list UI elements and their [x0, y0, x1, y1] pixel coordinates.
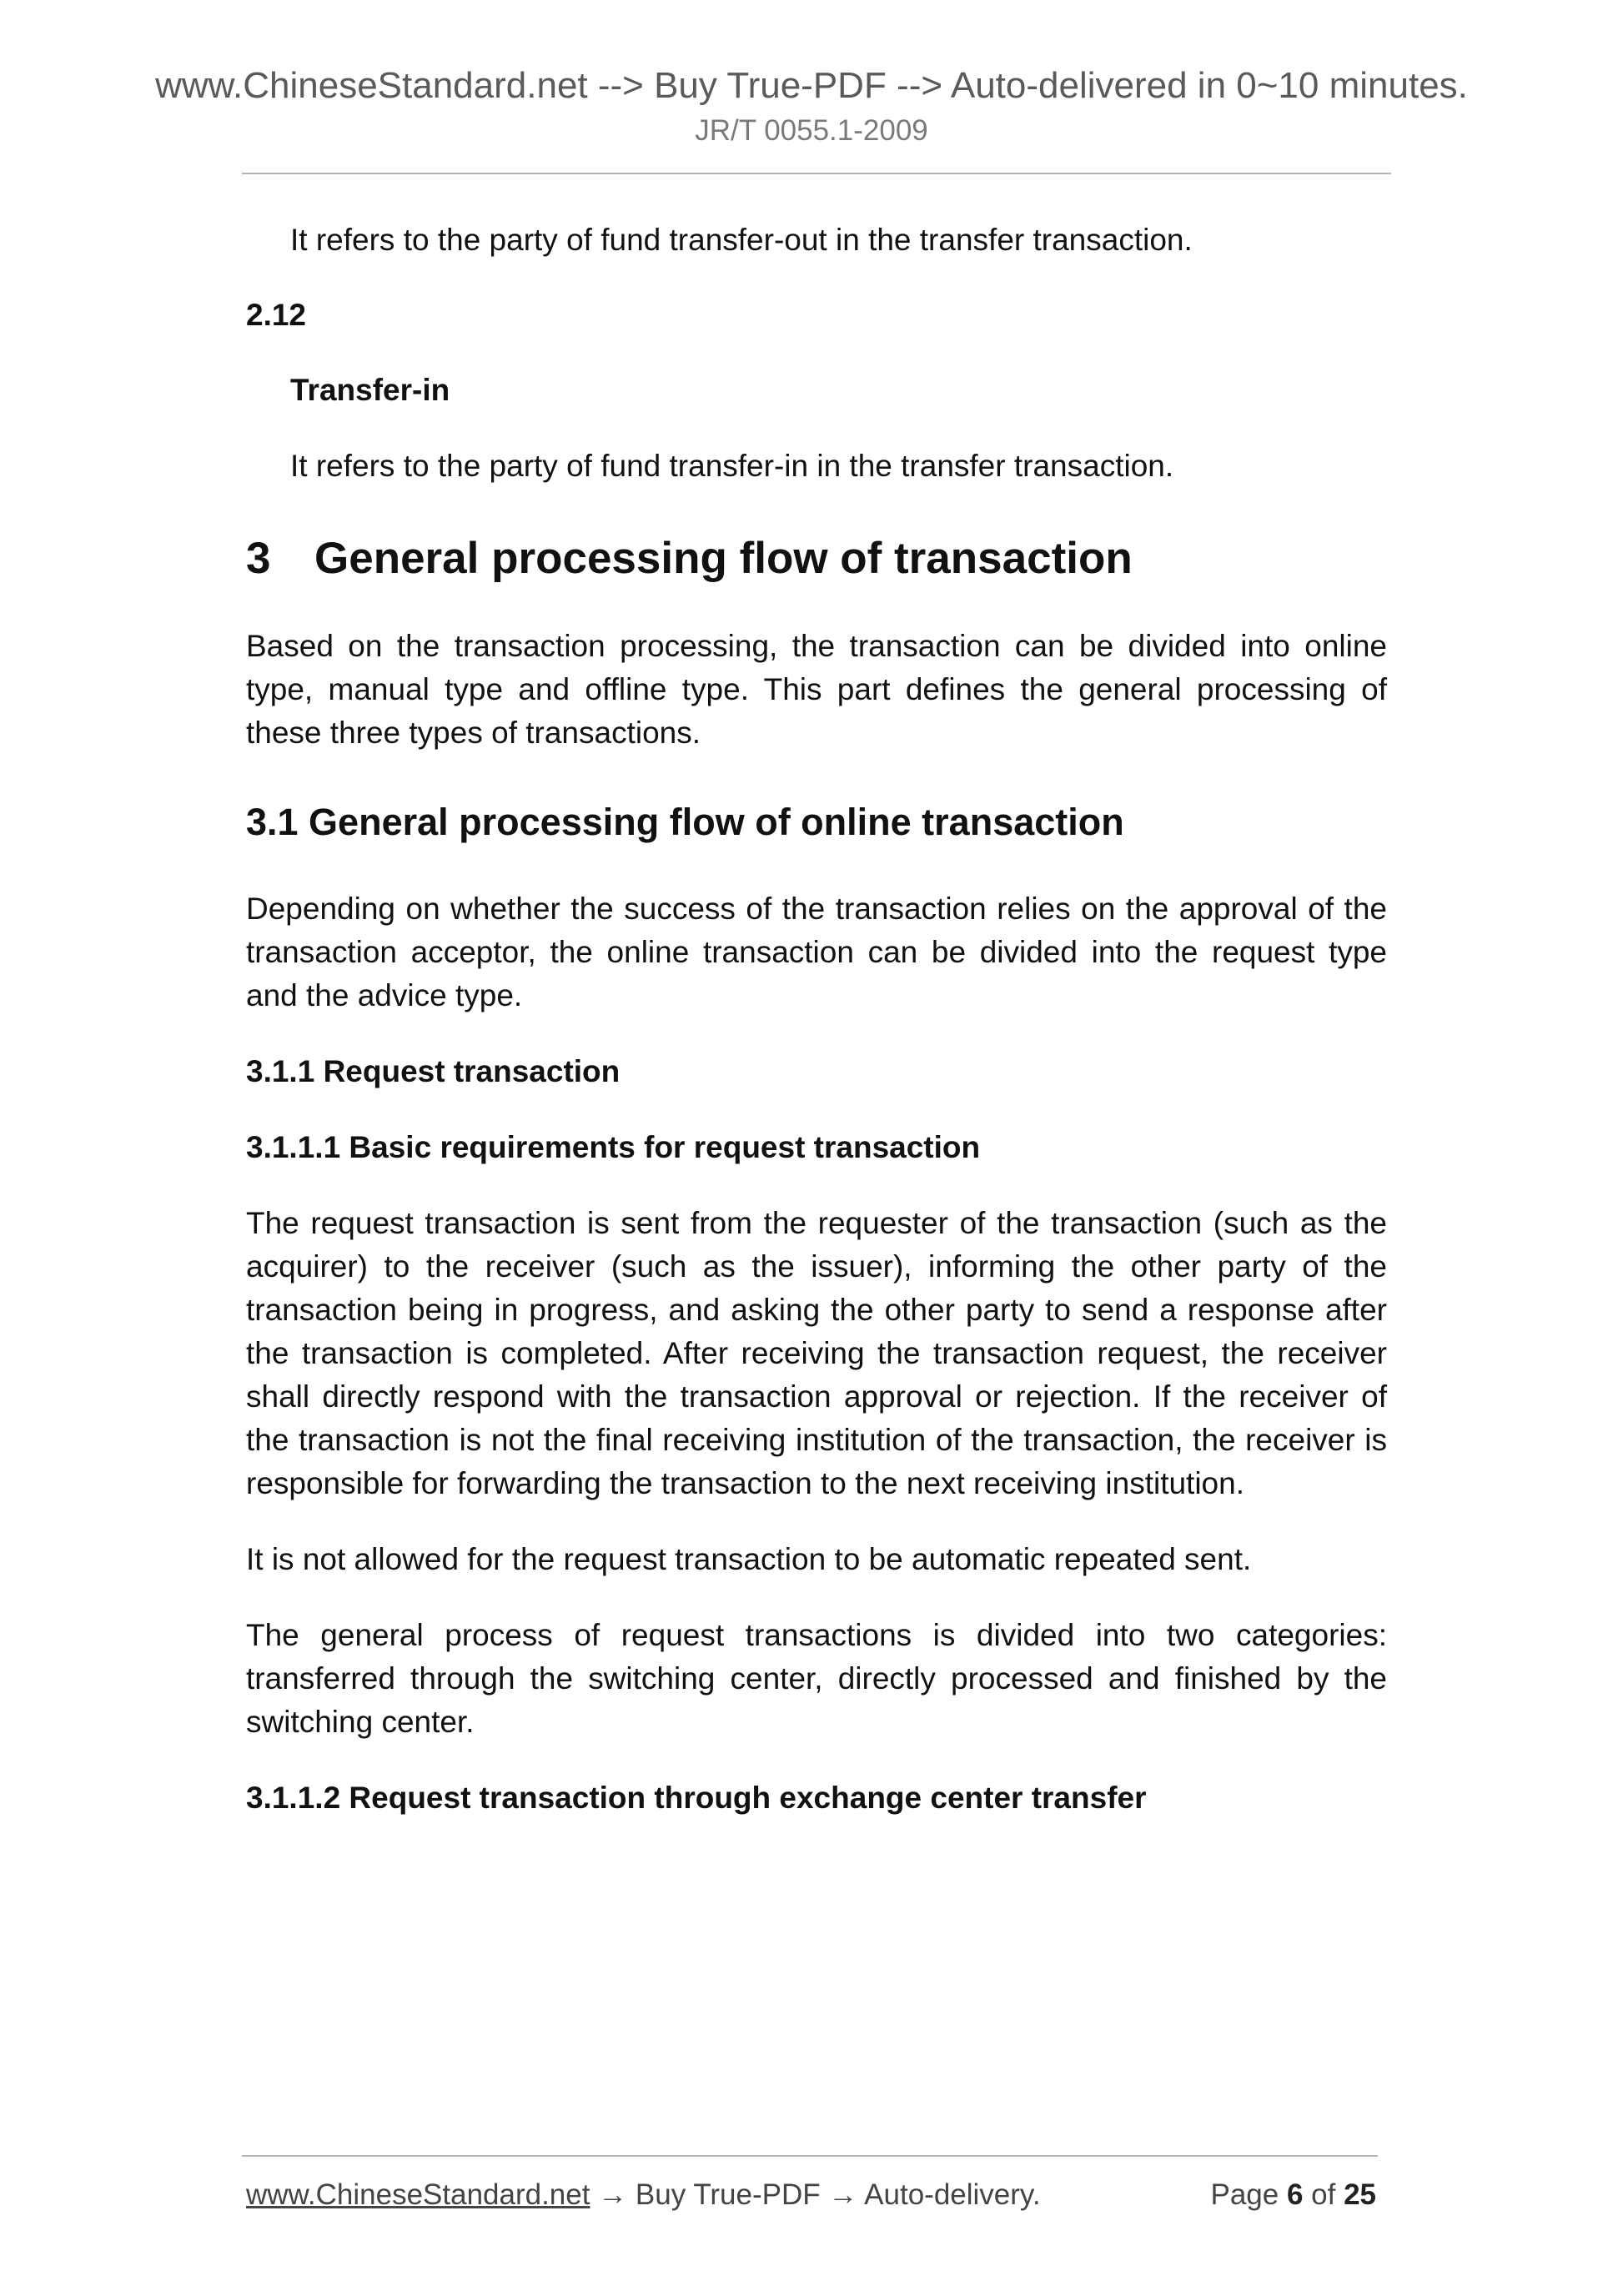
footer-promo — [246, 2173, 1041, 2217]
current-page: 6 — [1286, 2178, 1304, 2211]
footer-tagline: → Buy True-PDF → Auto-delivery. — [590, 2178, 1041, 2211]
section-3-number: 3 — [246, 534, 271, 583]
section-3-1-heading: 3.1 General processing flow of online transaction — [246, 801, 1124, 843]
transfer-out-definition: It refers to the party of fund transfer-out in the transfer transaction. — [290, 223, 1193, 257]
page-number — [1210, 2173, 1376, 2217]
header-banner-text: www.ChineseStandard.net --> Buy True-PDF --> Auto-delivered in 0~10 minutes. — [155, 65, 1468, 106]
transfer-in-definition: It refers to the party of fund transfer-in in the transfer transaction. — [290, 449, 1174, 483]
section-3-1-1-2-heading: 3.1.1.2 Request transaction through exchange center transfer — [246, 1781, 1147, 1815]
section-3-heading — [246, 530, 1387, 588]
request-process-categories: The general process of request transactions is divided into two categories: transferred through the switching center, directly processed and finished by the switching center. — [246, 1618, 1387, 1739]
footer-site-link[interactable]: www.ChineseStandard.net — [246, 2178, 590, 2211]
section-3-1-1-1-heading: 3.1.1.1 Basic requirements for request transaction — [246, 1130, 981, 1164]
section-3-1-1-heading: 3.1.1 Request transaction — [246, 1054, 621, 1088]
clause-term-transfer-in: Transfer-in — [290, 373, 450, 407]
header-divider — [242, 173, 1391, 174]
of-word: of — [1303, 2178, 1344, 2211]
section-3-1-intro: Depending on whether the success of the transaction relies on the approval of the transaction acceptor, the online transaction can be divided into the request type and the advice type. — [246, 892, 1387, 1012]
clause-number-2-12: 2.12 — [246, 298, 307, 332]
section-3-intro: Based on the transaction processing, the transaction can be divided into online type, manual type and offline type. This part defines the general processing of these three types of transactions. — [246, 629, 1387, 750]
page-header — [0, 62, 1623, 150]
no-auto-resend-rule: It is not allowed for the request transaction to be automatic repeated sent. — [246, 1542, 1252, 1576]
request-transaction-requirements: The request transaction is sent from the requester of the transaction (such as the acquirer) to the receiver (such as the issuer), informing the other party of the transaction being in progress, and asking the other party to send a response after the transaction is completed. After receiving the transaction request, the receiver shall directly respond with the transaction approval or rejection. If the receiver of the transaction is not the final receiving institution of the transaction, the receiver is responsible for forwarding the transaction to the next receiving institution. — [246, 1206, 1387, 1500]
document-body — [246, 219, 1387, 1820]
total-pages: 25 — [1344, 2178, 1376, 2211]
section-3-title: General processing flow of transaction — [314, 534, 1133, 583]
footer-divider — [242, 2155, 1378, 2157]
page-word: Page — [1210, 2178, 1287, 2211]
standard-code: JR/T 0055.1-2009 — [695, 114, 928, 147]
